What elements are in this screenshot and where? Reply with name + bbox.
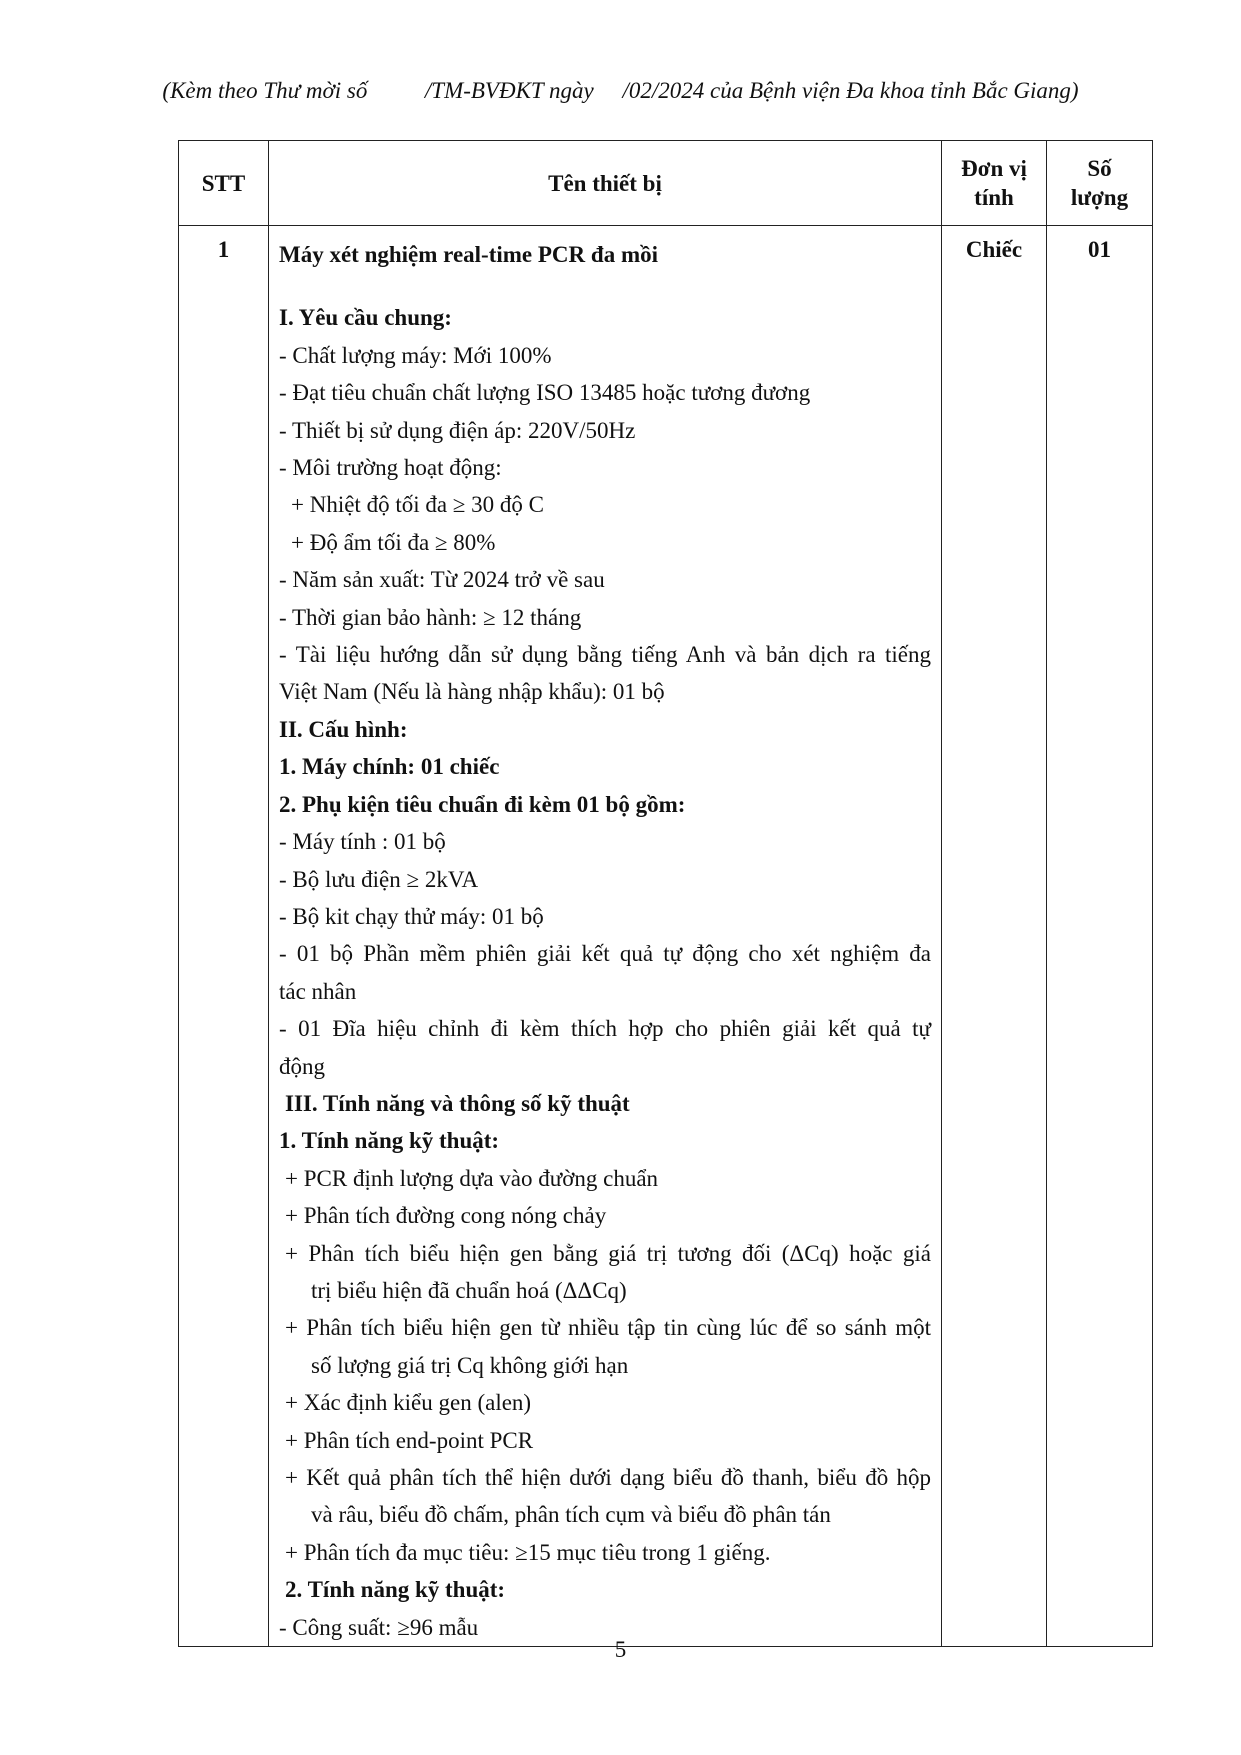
table-row <box>179 226 1153 1647</box>
spec-line: - Tài liệu hướng dẫn sử dụng bằng tiếng Anh và bản dịch ra tiếng <box>279 642 931 668</box>
spec-line: + Phân tích đường cong nóng chảy <box>285 1203 607 1229</box>
spec-line: III. Tính năng và thông số kỹ thuật <box>285 1090 630 1116</box>
spec-line: 2. Tính năng kỹ thuật: <box>285 1577 506 1603</box>
spec-line: - Thời gian bảo hành: ≥ 12 tháng <box>279 604 582 630</box>
spec-line: - Bộ kit chạy thử máy: 01 bộ <box>279 903 544 929</box>
spec-line: Việt Nam (Nếu là hàng nhập khẩu): 01 bộ <box>279 679 665 705</box>
spec-line: - Môi trường hoạt động: <box>279 455 502 481</box>
row-stt: 1 <box>179 226 269 1647</box>
page-number: 5 <box>614 1637 627 1662</box>
spec-line: - Năm sản xuất: Từ 2024 trở về sau <box>279 567 605 593</box>
spec-line: - Đạt tiêu chuẩn chất lượng ISO 13485 hoặc tương đương <box>279 380 811 406</box>
spec-line: + Phân tích đa mục tiêu: ≥15 mục tiêu trong 1 giếng. <box>285 1539 771 1565</box>
spec-line: - 01 Đĩa hiệu chỉnh đi kèm thích hợp cho phiên giải kết quả tự <box>279 1016 931 1042</box>
header-quantity-line-2: lượng <box>1070 185 1129 210</box>
spec-line: II. Cấu hình: <box>279 716 408 742</box>
spec-line: + Phân tích end-point PCR <box>285 1427 534 1453</box>
spec-line: + Kết quả phân tích thể hiện dưới dạng biểu đồ thanh, biểu đồ hộp <box>285 1465 931 1490</box>
spec-line: số lượng giá trị Cq không giới hạn <box>311 1352 629 1378</box>
header-unit <box>942 141 1047 226</box>
spec-line: 2. Phụ kiện tiêu chuẩn đi kèm 01 bộ gồm: <box>279 791 686 817</box>
header-unit-line-1: Đơn vị <box>961 156 1027 181</box>
table-header-row <box>179 141 1153 226</box>
header-device-name: Tên thiết bị <box>269 141 942 226</box>
spec-line: 1. Tính năng kỹ thuật: <box>279 1128 500 1154</box>
header-stt: STT <box>179 141 269 226</box>
spec-line: - Công suất: ≥96 mẫu <box>279 1614 479 1640</box>
spec-line: 1. Máy chính: 01 chiếc <box>279 754 500 780</box>
attachment-reference-note: (Kèm theo Thư mời số /TM-BVĐKT ngày /02/2024 của Bệnh viện Đa khoa tỉnh Bắc Giang) <box>162 78 1079 103</box>
spec-line: + PCR định lượng dựa vào đường chuẩn <box>285 1165 659 1191</box>
row-device-spec <box>269 226 942 1647</box>
spec-line: - 01 bộ Phần mềm phiên giải kết quả tự động cho xét nghiệm đa <box>279 941 931 967</box>
spec-line: và râu, biểu đồ chấm, phân tích cụm và biểu đồ phân tán <box>311 1502 831 1528</box>
spec-line: + Xác định kiểu gen (alen) <box>285 1390 532 1416</box>
spec-line: trị biểu hiện đã chuẩn hoá (ΔΔCq) <box>311 1277 627 1303</box>
spec-line: + Phân tích biểu hiện gen bằng giá trị tương đối (ΔCq) hoặc giá <box>285 1240 931 1266</box>
row-quantity: 01 <box>1047 226 1153 1647</box>
spec-line: Máy xét nghiệm real-time PCR đa mồi <box>279 242 658 267</box>
spec-line: - Thiết bị sử dụng điện áp: 220V/50Hz <box>279 417 636 443</box>
header-quantity <box>1047 141 1153 226</box>
spec-line: tác nhân <box>279 978 357 1004</box>
spec-content <box>269 226 941 1646</box>
spec-line: - Máy tính : 01 bộ <box>279 829 446 855</box>
spec-line: + Nhiệt độ tối đa ≥ 30 độ C <box>291 492 545 518</box>
spec-line: + Độ ẩm tối đa ≥ 80% <box>291 529 496 555</box>
spec-line: động <box>279 1053 325 1079</box>
row-unit: Chiếc <box>942 226 1047 1647</box>
spec-line: + Phân tích biểu hiện gen từ nhiều tập tin cùng lúc để so sánh một <box>285 1315 931 1341</box>
header-unit-line-2: tính <box>974 185 1014 210</box>
header-quantity-line-1: Số <box>1087 156 1112 181</box>
spec-line: - Bộ lưu điện ≥ 2kVA <box>279 866 479 892</box>
equipment-spec-table <box>178 140 1153 1647</box>
spec-line: I. Yêu cầu chung: <box>279 305 452 331</box>
spec-line: - Chất lượng máy: Mới 100% <box>279 342 552 368</box>
